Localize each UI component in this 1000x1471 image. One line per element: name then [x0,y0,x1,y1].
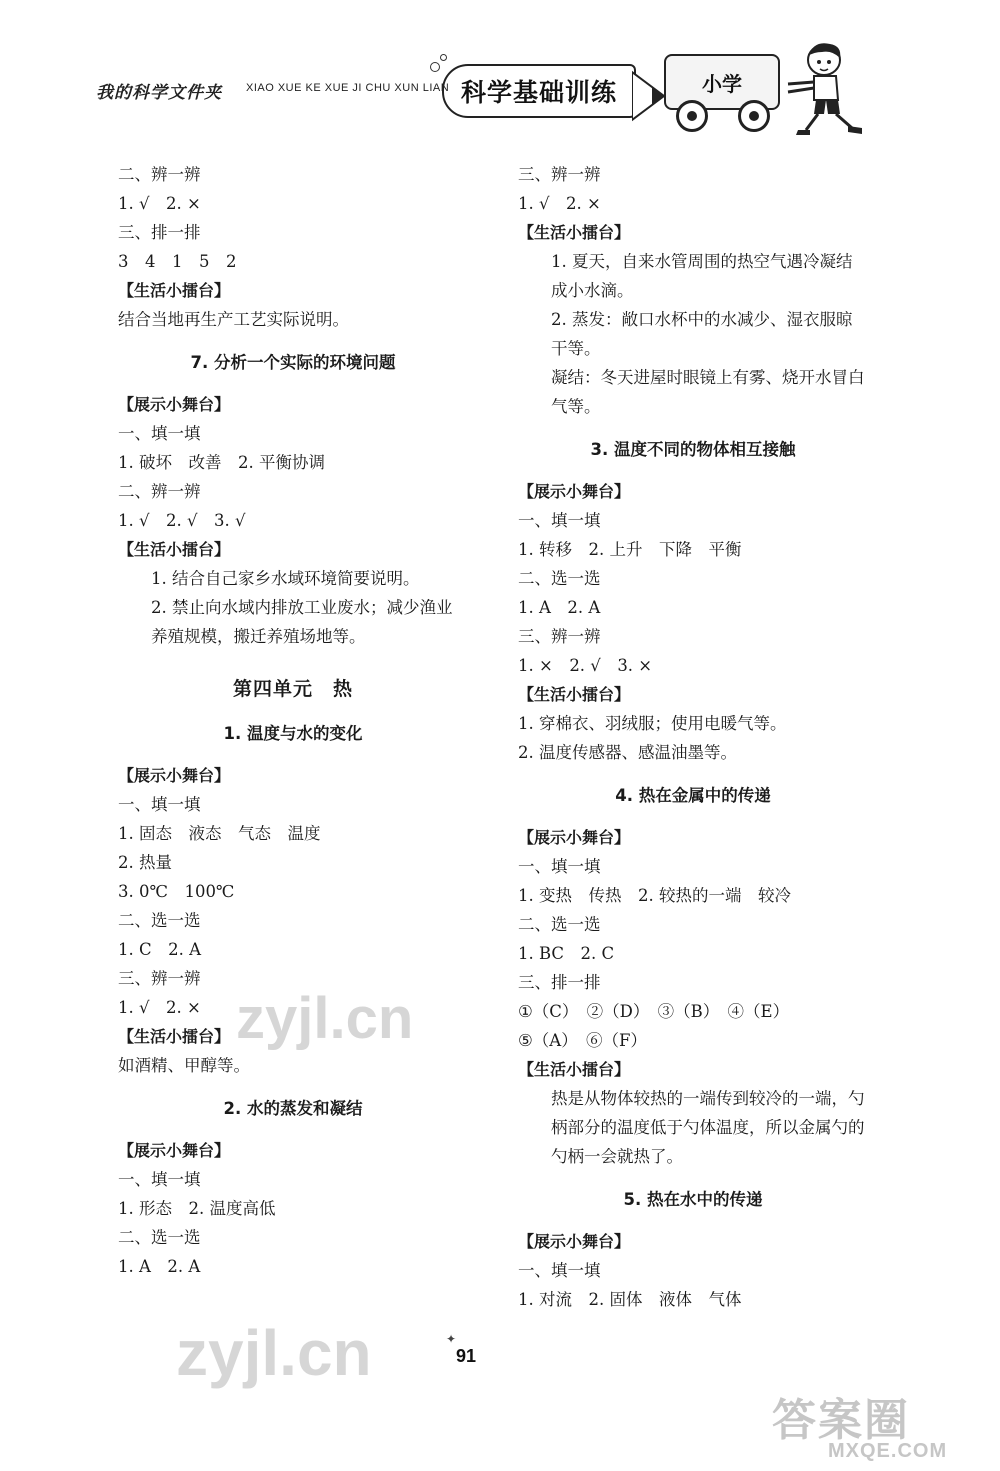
pencil-tip-icon [632,68,666,128]
section-tag: 【展示小舞台】 [118,1141,231,1160]
answer-paragraph: 1. 夏天，自来水管周围的热空气遇冷凝结成小水滴。 [551,252,853,300]
answer-line: ⑤（A） ⑥（F） [518,1031,647,1050]
answer-line: 三、辨一辨 [118,969,201,988]
answer-line: 三、排一排 [518,973,601,992]
bubble-decoration [430,62,440,72]
answer-line: 1. 破坏 改善 2. 平衡协调 [118,453,325,472]
answer-paragraph: 1. 结合自己家乡水域环境简要说明。 [151,569,420,588]
series-cursive-title: 我的科学文件夹 [96,83,222,103]
sparkle-icon: ✦ [446,1332,457,1346]
answer-line: 1. 转移 2. 上升 下降 平衡 [518,540,742,559]
page-header [90,38,870,158]
section-tag: 【生活小擂台】 [518,223,631,242]
answer-paragraph: 2. 禁止向水域内排放工业废水；减少渔业养殖规模，搬迁养殖场地等。 [151,598,453,646]
section-tag: 【展示小舞台】 [518,482,631,501]
section-tag: 【展示小舞台】 [518,1232,631,1251]
answer-line: 三、辨一辨 [518,627,601,646]
bubble-decoration [440,54,447,61]
answer-line: 1. A 2. A [518,598,601,617]
section-tag: 【生活小擂台】 [518,1060,631,1079]
pencil-title-banner [442,64,636,118]
answer-column-left [118,160,468,1281]
answer-line: 如酒精、甲醇等。 [118,1056,250,1075]
answer-line: 1. BC 2. C [518,944,615,963]
answer-line: 一、填一填 [118,795,201,814]
answer-line: 1. √ 2. × [118,998,201,1017]
answer-line: 一、填一填 [518,1261,601,1280]
answer-line: 3. 0℃ 100℃ [118,882,235,901]
answer-paragraph: 2. 蒸发：敞口水杯中的水减少、湿衣服晾干等。 [551,310,853,358]
answer-line: 1. 形态 2. 温度高低 [118,1199,276,1218]
section-tag: 【展示小舞台】 [118,395,231,414]
answer-line: 1. √ 2. √ 3. √ [118,511,246,530]
answer-line: 1. √ 2. × [518,194,601,213]
answer-line: 二、选一选 [118,911,201,930]
answer-line: 三、排一排 [118,223,201,242]
watermark-text: zyjl.cn [236,986,414,1051]
answer-line: 二、辨一辨 [118,165,201,184]
answer-line: 2. 温度传感器、感温油墨等。 [518,743,737,762]
watermark-logo-cn: 答案圈 [772,1395,910,1446]
lesson-heading: 1. 温度与水的变化 [223,724,363,743]
answer-line: 结合当地再生产工艺实际说明。 [118,310,349,329]
watermark-text: zyjl.cn [176,1317,372,1389]
lesson-heading: 5. 热在水中的传递 [623,1190,763,1209]
answer-column-right [518,160,868,1314]
wheel-icon [676,100,708,132]
answer-line: 1. × 2. √ 3. × [518,656,653,675]
boy-pushing-icon [784,38,870,138]
answer-line: 1. 变热 传热 2. 较热的一端 较冷 [518,886,791,905]
answer-line: ①（C） ②（D） ③（B） ④（E） [518,1002,790,1021]
answer-line: 一、填一填 [518,511,601,530]
answer-line: 1. √ 2. × [118,194,201,213]
section-tag: 【生活小擂台】 [518,685,631,704]
answer-line: 二、辨一辨 [118,482,201,501]
grade-label: 小学 [702,71,742,96]
answer-line: 2. 热量 [118,853,172,872]
answer-paragraph: 凝结：冬天进屋时眼镜上有雾、烧开水冒白气等。 [551,368,865,416]
lesson-heading: 7. 分析一个实际的环境问题 [190,353,396,372]
wheel-icon [738,100,770,132]
lesson-heading: 3. 温度不同的物体相互接触 [590,440,796,459]
lesson-heading: 2. 水的蒸发和凝结 [223,1099,363,1118]
answer-line: 1. 穿棉衣、羽绒服；使用电暖气等。 [518,714,787,733]
answer-line: 1. 固态 液态 气态 温度 [118,824,321,843]
unit-heading: 第四单元 热 [232,678,353,700]
section-tag: 【生活小擂台】 [118,1027,231,1046]
section-tag: 【生活小擂台】 [118,540,231,559]
answer-line: 二、选一选 [518,915,601,934]
answer-line: 一、填一填 [118,424,201,443]
watermark-logo [760,1384,988,1464]
watermark-logo-en: MXQE.COM [828,1440,948,1462]
answer-line: 二、选一选 [118,1228,201,1247]
section-tag: 【展示小舞台】 [118,766,231,785]
book-title: 科学基础训练 [460,78,617,107]
answer-line: 1. C 2. A [118,940,202,959]
answer-line: 3 4 1 5 2 [118,252,237,271]
page-number: 91 [456,1346,477,1366]
answer-line: 一、填一填 [518,857,601,876]
answer-line: 一、填一填 [118,1170,201,1189]
answer-paragraph: 热是从物体较热的一端传到较冷的一端，勺柄部分的温度低于勺体温度，所以金属勺的勺柄一会就热了。 [551,1089,865,1166]
lesson-heading: 4. 热在金属中的传递 [615,786,771,805]
answer-line: 二、选一选 [518,569,601,588]
answer-line: 1. A 2. A [118,1257,201,1276]
pinyin-subtitle: XIAO XUE KE XUE JI CHU XUN LIAN [246,82,450,94]
answer-line: 三、辨一辨 [518,165,601,184]
section-tag: 【生活小擂台】 [118,281,231,300]
section-tag: 【展示小舞台】 [518,828,631,847]
answer-line: 1. 对流 2. 固体 液体 气体 [518,1290,742,1309]
